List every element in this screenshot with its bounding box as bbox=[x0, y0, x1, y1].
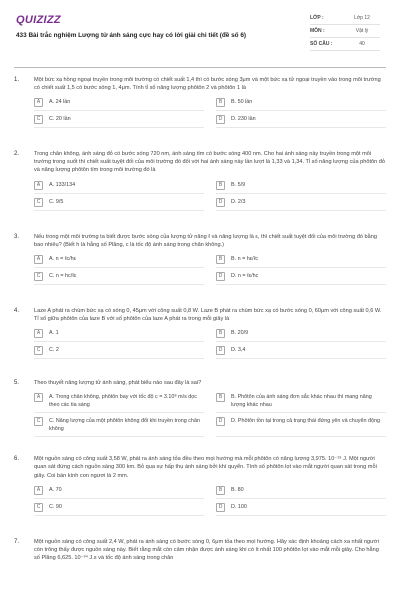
option-text: A. 24 lần bbox=[49, 99, 71, 106]
question-text: Theo thuyết năng lượng tử ánh sáng, phát biểu nào sau đây là sai? bbox=[34, 379, 202, 386]
option-text: C. 9/5 bbox=[49, 198, 64, 205]
answer-option-d[interactable] bbox=[216, 198, 386, 211]
option-text: B. 20/9 bbox=[231, 329, 249, 336]
answer-option-b[interactable] bbox=[216, 98, 386, 111]
answer-option-c[interactable] bbox=[34, 417, 204, 437]
option-text: A. 133/134 bbox=[49, 181, 76, 188]
option-letter-box: B bbox=[216, 329, 225, 338]
meta-row-class bbox=[310, 12, 380, 25]
question-head bbox=[14, 76, 386, 92]
meta-key: MÔN : bbox=[310, 27, 325, 34]
option-text: D. 3,4 bbox=[231, 346, 246, 353]
meta-value: Lớp 12 bbox=[354, 14, 370, 21]
option-text: B. Phôtôn của ánh sáng đơn sắc khác nhau thì mang năng lượng khác nhau bbox=[231, 394, 372, 408]
option-text: B. 5/9 bbox=[231, 181, 246, 188]
option-text: B. n = hε/ℓc bbox=[231, 255, 259, 262]
option-letter-box: B bbox=[216, 486, 225, 495]
answer-options bbox=[34, 486, 386, 516]
option-letter-box: B bbox=[216, 181, 225, 190]
document-title: 433 Bài trắc nghiệm Lượng tử ánh sáng cực hay có lời giải chi tiết (đề số 6) bbox=[16, 32, 247, 39]
answer-option-c[interactable] bbox=[34, 198, 204, 211]
option-text: D. n = ℓε/hc bbox=[231, 272, 259, 279]
answer-option-b[interactable] bbox=[216, 393, 386, 413]
question-number: 2. bbox=[14, 151, 20, 158]
question-text: Một bức xạ hồng ngoại truyền trong môi trường có chiết suất 1,4 thì có bước sóng 3μm và một bức xạ tử ngoại truyền vào trong môi trường có chiết suất 1,5 có bước sóng 1, 4μm. Tính tỉ số năng lượng phôtôn 2 và phôtôn 1 là bbox=[34, 77, 381, 92]
option-text: C. 20 lần bbox=[49, 116, 71, 123]
answer-option-d[interactable] bbox=[216, 503, 386, 516]
question-text: Trong chân không, ánh sáng đỏ có bước sóng 720 nm, ánh sáng tím có bước sóng 400 nm. Cho hai ánh sáng này truyền trong một môi trường trong suốt thì chiết suất tuyệt đối của môi trường đó đối với hai ánh sáng này lần lượt là 1,33 và 1,34. Tỉ số năng lượng của phôtôn đỏ và năng lượng phôtôn tím trong môi trường đó là bbox=[34, 151, 386, 174]
question-1 bbox=[14, 76, 386, 128]
option-letter-box: A bbox=[34, 181, 43, 190]
question-number: 1. bbox=[14, 77, 20, 83]
answer-options bbox=[34, 255, 386, 285]
answer-option-d[interactable] bbox=[216, 346, 386, 359]
question-2 bbox=[14, 150, 386, 210]
option-text: B. 80 bbox=[231, 486, 244, 493]
question-list bbox=[14, 76, 386, 562]
question-3 bbox=[14, 233, 386, 285]
option-text: C. 2 bbox=[49, 346, 59, 353]
question-text: Laze A phát ra chùm bức xạ có sóng 0, 45μm với công suất 0,8 W. Laze B phát ra chùm bức xạ có bước sóng 0, 60μm với công suất 0,6 W. Tỉ số giữa phôtôn của laze B với số phôtôn của laze A phát ra trong mỗi giây là bbox=[34, 307, 382, 322]
answer-option-a[interactable] bbox=[34, 255, 204, 268]
option-text: C. n = hc/ℓε bbox=[49, 272, 77, 279]
answer-option-d[interactable] bbox=[216, 115, 386, 128]
meta-value: 40 bbox=[359, 40, 365, 47]
meta-table bbox=[310, 12, 380, 51]
meta-row-subject bbox=[310, 25, 380, 38]
question-text: Một nguồn sáng có công suất 2,4 W, phát ra ánh sáng có bước sóng 0, 6μm tỏa theo mọi hướng. Hãy xác định khoảng cách xa nhất người còn trông thấy được nguồn sáng này. Biết rằng mắt còn cảm nhận được ánh sáng khi có ít nhất 100 phôtôn lọt vào mắt mỗi giây. Cho hằng số Plăng 6,625. 10⁻³⁴ J.s và tốc độ ánh sáng trong chân bbox=[34, 538, 379, 561]
option-letter-box: D bbox=[216, 346, 225, 355]
option-letter-box: D bbox=[216, 115, 225, 124]
question-head bbox=[14, 233, 386, 249]
option-letter-box: D bbox=[216, 417, 225, 426]
option-text: D. 100 bbox=[231, 503, 247, 510]
answer-option-b[interactable] bbox=[216, 329, 386, 342]
question-head bbox=[14, 455, 386, 479]
option-letter-box: A bbox=[34, 486, 43, 495]
answer-option-d[interactable] bbox=[216, 272, 386, 285]
answer-option-a[interactable] bbox=[34, 329, 204, 342]
question-head bbox=[14, 150, 386, 174]
quizizz-logo: QUIZIZZ bbox=[16, 14, 61, 26]
answer-option-d[interactable] bbox=[216, 417, 386, 437]
option-text: A. n = ℓc/hε bbox=[49, 255, 77, 262]
answer-option-b[interactable] bbox=[216, 255, 386, 268]
question-number: 5. bbox=[14, 379, 20, 386]
question-7 bbox=[14, 538, 386, 562]
question-text: Nếu trong một môi trường ta biết được bước sóng của lượng tử năng ℓ và năng lượng là ε, thì chiết suất tuyệt đối của môi trường đó bằng bao nhiêu? (Biết h là hằng số Plăng, c là tốc độ ánh sáng trong chân không.) bbox=[34, 233, 377, 248]
meta-value: Vật lý bbox=[355, 27, 369, 34]
question-number: 4. bbox=[14, 307, 20, 314]
option-text: D. 230 lần bbox=[231, 116, 256, 123]
option-letter-box: A bbox=[34, 329, 43, 338]
answer-option-c[interactable] bbox=[34, 346, 204, 359]
question-6 bbox=[14, 455, 386, 515]
option-letter-box: C bbox=[34, 417, 43, 426]
option-text: B. 50 lần bbox=[231, 99, 253, 106]
option-letter-box: A bbox=[34, 393, 43, 402]
question-number: 7. bbox=[14, 538, 20, 545]
option-letter-box: C bbox=[34, 272, 43, 281]
answer-options bbox=[34, 98, 386, 128]
answer-option-a[interactable] bbox=[34, 98, 204, 111]
option-letter-box: D bbox=[216, 272, 225, 281]
answer-options bbox=[34, 181, 386, 211]
option-letter-box: A bbox=[34, 255, 43, 264]
option-letter-box: B bbox=[216, 255, 225, 264]
answer-option-a[interactable] bbox=[34, 486, 204, 499]
question-5 bbox=[14, 379, 386, 437]
answer-option-a[interactable] bbox=[34, 393, 204, 413]
option-letter-box: A bbox=[34, 98, 43, 107]
answer-options bbox=[34, 329, 386, 359]
answer-option-c[interactable] bbox=[34, 272, 204, 285]
option-text: D. Phôtôn tồn tại trong cả trạng thái đứng yên và chuyển động bbox=[231, 418, 380, 425]
option-letter-box: C bbox=[34, 346, 43, 355]
option-text: C. Năng lượng của một phôtôn không đổi khi truyền trong chân không bbox=[49, 418, 200, 432]
option-letter-box: C bbox=[34, 503, 43, 512]
option-letter-box: D bbox=[216, 198, 225, 207]
option-text: A. 1 bbox=[49, 329, 59, 336]
question-head bbox=[14, 538, 386, 562]
answer-options bbox=[34, 393, 386, 437]
option-text: A. 70 bbox=[49, 486, 62, 493]
question-4 bbox=[14, 307, 386, 359]
option-letter-box: C bbox=[34, 198, 43, 207]
question-head bbox=[14, 307, 386, 323]
question-number: 3. bbox=[14, 233, 20, 240]
answer-option-b[interactable] bbox=[216, 486, 386, 499]
option-letter-box: D bbox=[216, 503, 225, 512]
answer-option-b[interactable] bbox=[216, 181, 386, 194]
answer-option-a[interactable] bbox=[34, 181, 204, 194]
option-letter-box: B bbox=[216, 393, 225, 402]
question-head bbox=[14, 379, 386, 387]
question-text: Một nguồn sáng có công suất 3,58 W, phát ra ánh sáng tỏa đều theo mọi hướng mà mỗi phôtôn có năng lượng 3,975. 10⁻¹⁹ J. Một người quan sát đứng cách nguồn sáng 300 km. Bỏ qua sự hấp thụ ánh sáng bởi khí quyển. Tính số phôtôn lọt vào mắt người quan sát trong mỗi giây. Coi bán kính con ngươi là 2 mm. bbox=[34, 456, 377, 479]
question-number: 6. bbox=[14, 456, 20, 463]
answer-option-c[interactable] bbox=[34, 503, 204, 516]
answer-option-c[interactable] bbox=[34, 115, 204, 128]
option-text: A. Trong chân không, phôtôn bay với tốc độ c = 3.10⁸ m/s dọc theo các tia sáng bbox=[49, 394, 197, 408]
header bbox=[14, 0, 386, 68]
option-letter-box: B bbox=[216, 98, 225, 107]
option-text: C. 90 bbox=[49, 503, 62, 510]
option-text: D. 2/3 bbox=[231, 198, 246, 205]
meta-row-count bbox=[310, 38, 380, 51]
meta-key: LỚP : bbox=[310, 14, 324, 21]
meta-key: SỐ CÂU : bbox=[310, 40, 333, 47]
option-letter-box: C bbox=[34, 115, 43, 124]
